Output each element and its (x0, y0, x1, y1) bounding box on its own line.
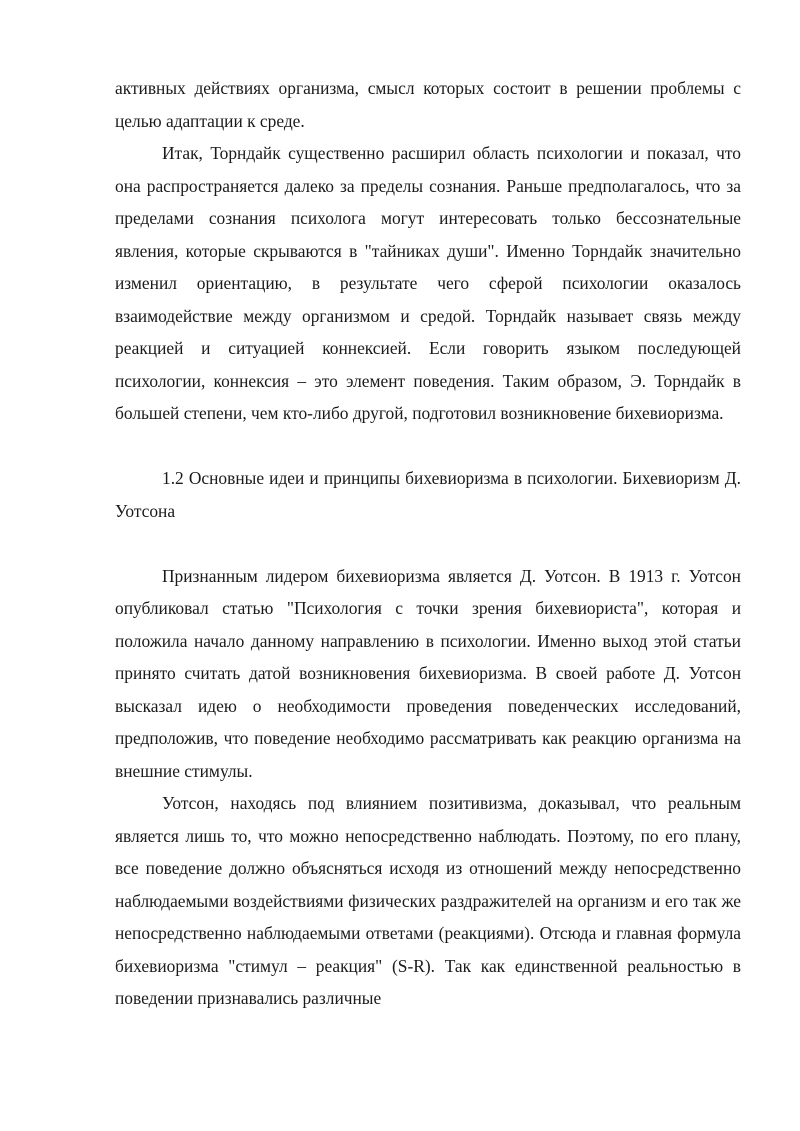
paragraph-continuation: активных действиях организма, смысл которых состоит в решении проблемы с целью адаптации к среде. (115, 78, 741, 131)
paragraph-watson-leader: Признанным лидером бихевиоризма является Д. Уотсон. В 1913 г. Уотсон опубликовал статью "Психология с точки зрения бихевиориста", которая и положила начало данному направлению в психологии. Именно выход этой статьи принято считать датой возникновения бихевиоризма. В своей работе Д. Уотсон высказал идею о необходимости проведения поведенческих исследований, предположив, что поведение необходимо рассматривать как реакцию организма на внешние стимулы. (115, 565, 741, 781)
section-heading: 1.2 Основные идеи и принципы бихевиоризма в психологии. Бихевиоризм Д. Уотсона (115, 468, 741, 521)
heading-spacer (115, 527, 741, 560)
document-page (115, 72, 741, 1015)
paragraph-watson-positivism: Уотсон, находясь под влиянием позитивизма, доказывал, что реальным является лишь то, что можно непосредственно наблюдать. Поэтому, по его плану, все поведение должно объясняться исходя из отношений между непосредственно наблюдаемыми воздействиями физических раздражителей на организм и его так же непосредственно наблюдаемыми ответами (реакциями). Отсюда и главная формула бихевиоризма "стимул – реакция" (S-R). Так как единственной реальностью в поведении признавались различные (115, 793, 741, 1008)
paragraph-thorndike-summary: Итак, Торндайк существенно расширил область психологии и показал, что она распространяется далеко за пределы сознания. Раньше предполагалось, что за пределами сознания психолога могут интересовать только бессознательные явления, которые скрываются в "тайниках души". Именно Торндайк значительно изменил ориентацию, в результате чего сферой психологии оказалось взаимодействие между организмом и средой. Торндайк называет связь между реакцией и ситуацией коннексией. Если говорить языком последующей психологии, коннексия – это элемент поведения. Таким образом, Э. Торндайк в большей степени, чем кто-либо другой, подготовил возникновение бихевиоризма. (115, 143, 741, 423)
paragraph-spacer (115, 430, 741, 463)
